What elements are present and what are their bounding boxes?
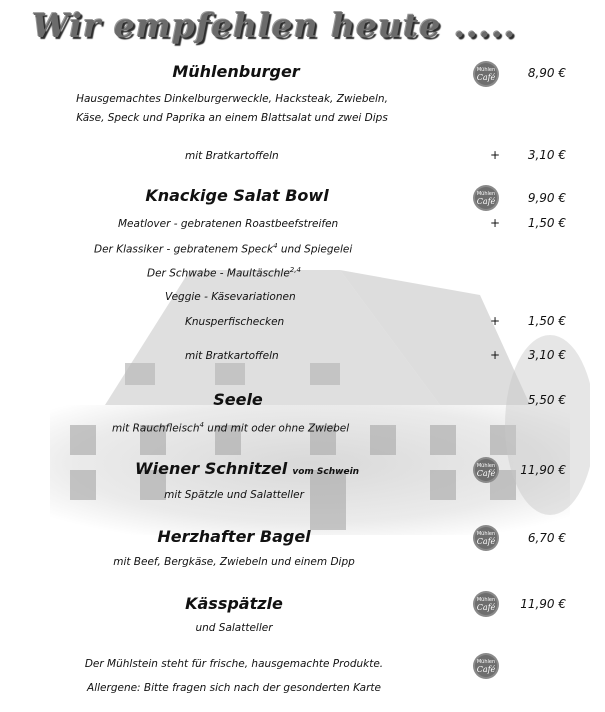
muehlen-cafe-logo-icon	[472, 60, 500, 88]
muehlen-cafe-logo-icon	[472, 456, 500, 484]
muehlen-cafe-logo-icon	[472, 524, 500, 552]
dish-title-salat-bowl: Knackige Salat Bowl	[145, 186, 329, 205]
svg-text:Mühlen: Mühlen	[476, 597, 496, 603]
dish-desc-seele	[112, 421, 349, 435]
dish-title-bagel: Herzhafter Bagel	[157, 527, 311, 546]
price-muehlenburger: 8,90 €	[527, 66, 566, 80]
plus-sign: +	[490, 348, 501, 362]
extra-bratkartoffeln-1: mit Bratkartoffeln	[185, 150, 279, 162]
extra-bratkartoffeln-2: mit Bratkartoffeln	[185, 350, 279, 362]
price-schnitzel: 11,90 €	[520, 463, 566, 477]
page-title: Wir empfehlen heute .....	[32, 6, 517, 45]
price-option-meatlover: 1,50 €	[527, 216, 566, 230]
muehlen-cafe-logo-icon	[472, 184, 500, 212]
dish-title-muehlenburger: Mühlenburger	[172, 62, 300, 81]
muehlen-cafe-logo-icon	[472, 652, 500, 680]
salat-option-klassiker-text: Der Klassiker - gebratenem Speck	[94, 243, 274, 256]
price-seele: 5,50 €	[527, 393, 566, 407]
dish-desc-seele-a: mit Rauchfleisch	[112, 422, 200, 435]
dish-desc-schnitzel: mit Spätzle und Salatteller	[164, 489, 304, 501]
dish-desc-kaesspaetzle: und Salatteller	[195, 622, 273, 634]
allergen-superscript: 2,4	[289, 266, 301, 274]
svg-text:Café: Café	[476, 469, 496, 478]
price-kaesspaetzle: 11,90 €	[520, 597, 566, 611]
plus-sign: +	[490, 314, 501, 328]
salat-option-klassiker	[94, 242, 352, 256]
dish-desc-seele-b: und mit oder ohne Zwiebel	[203, 422, 350, 435]
muehlen-cafe-logo-icon	[472, 590, 500, 618]
footer-line-1: Der Mühlstein steht für frische, hausgemachte Produkte.	[84, 658, 384, 670]
plus-sign: +	[490, 216, 501, 230]
salat-option-klassiker-tail: und Spiegelei	[277, 243, 353, 256]
dish-title-seele: Seele	[213, 390, 263, 409]
svg-text:Café: Café	[476, 537, 496, 546]
allergen-superscript: 4	[273, 242, 278, 250]
svg-text:Café: Café	[476, 603, 496, 612]
salat-option-fisch: Knusperfischecken	[185, 316, 285, 328]
dish-desc-bagel: mit Beef, Bergkäse, Zwiebeln und einem Dipp	[113, 556, 355, 568]
dish-title-schnitzel-small: vom Schwein	[292, 467, 360, 477]
svg-text:Mühlen: Mühlen	[476, 191, 496, 197]
dish-title-kaesspaetzle: Kässpätzle	[185, 594, 283, 613]
svg-text:Mühlen: Mühlen	[476, 463, 496, 469]
svg-text:Café: Café	[476, 197, 496, 206]
svg-text:Café: Café	[476, 665, 496, 674]
price-extra-bratkartoffeln-1: 3,10 €	[527, 148, 566, 162]
svg-text:Café: Café	[476, 73, 496, 82]
footer-line-2: Allergene: Bitte fragen sich nach der gesonderten Karte	[87, 682, 381, 694]
dish-title-schnitzel	[135, 459, 359, 478]
dish-desc-muehlenburger-1: Hausgemachtes Dinkelburgerweckle, Hacksteak, Zwiebeln,	[76, 93, 388, 105]
price-extra-bratkartoffeln-2: 3,10 €	[527, 348, 566, 362]
svg-text:Mühlen: Mühlen	[476, 531, 496, 537]
dish-desc-muehlenburger-2: Käse, Speck und Paprika an einem Blattsalat und zwei Dips	[76, 112, 388, 124]
price-salat-bowl: 9,90 €	[527, 191, 566, 205]
price-bagel: 6,70 €	[527, 531, 566, 545]
svg-text:Mühlen: Mühlen	[476, 67, 496, 73]
price-option-fisch: 1,50 €	[527, 314, 566, 328]
salat-option-schwabe	[147, 266, 301, 280]
salat-option-schwabe-text: Der Schwabe - Maultäschle	[147, 267, 290, 280]
salat-option-veggie: Veggie - Käsevariationen	[165, 291, 296, 303]
svg-text:Mühlen: Mühlen	[476, 659, 496, 665]
salat-option-meatlover: Meatlover - gebratenen Roastbeefstreifen	[118, 218, 339, 230]
plus-sign: +	[490, 148, 501, 162]
allergen-superscript: 4	[199, 421, 204, 429]
dish-title-schnitzel-text: Wiener Schnitzel	[135, 459, 288, 478]
